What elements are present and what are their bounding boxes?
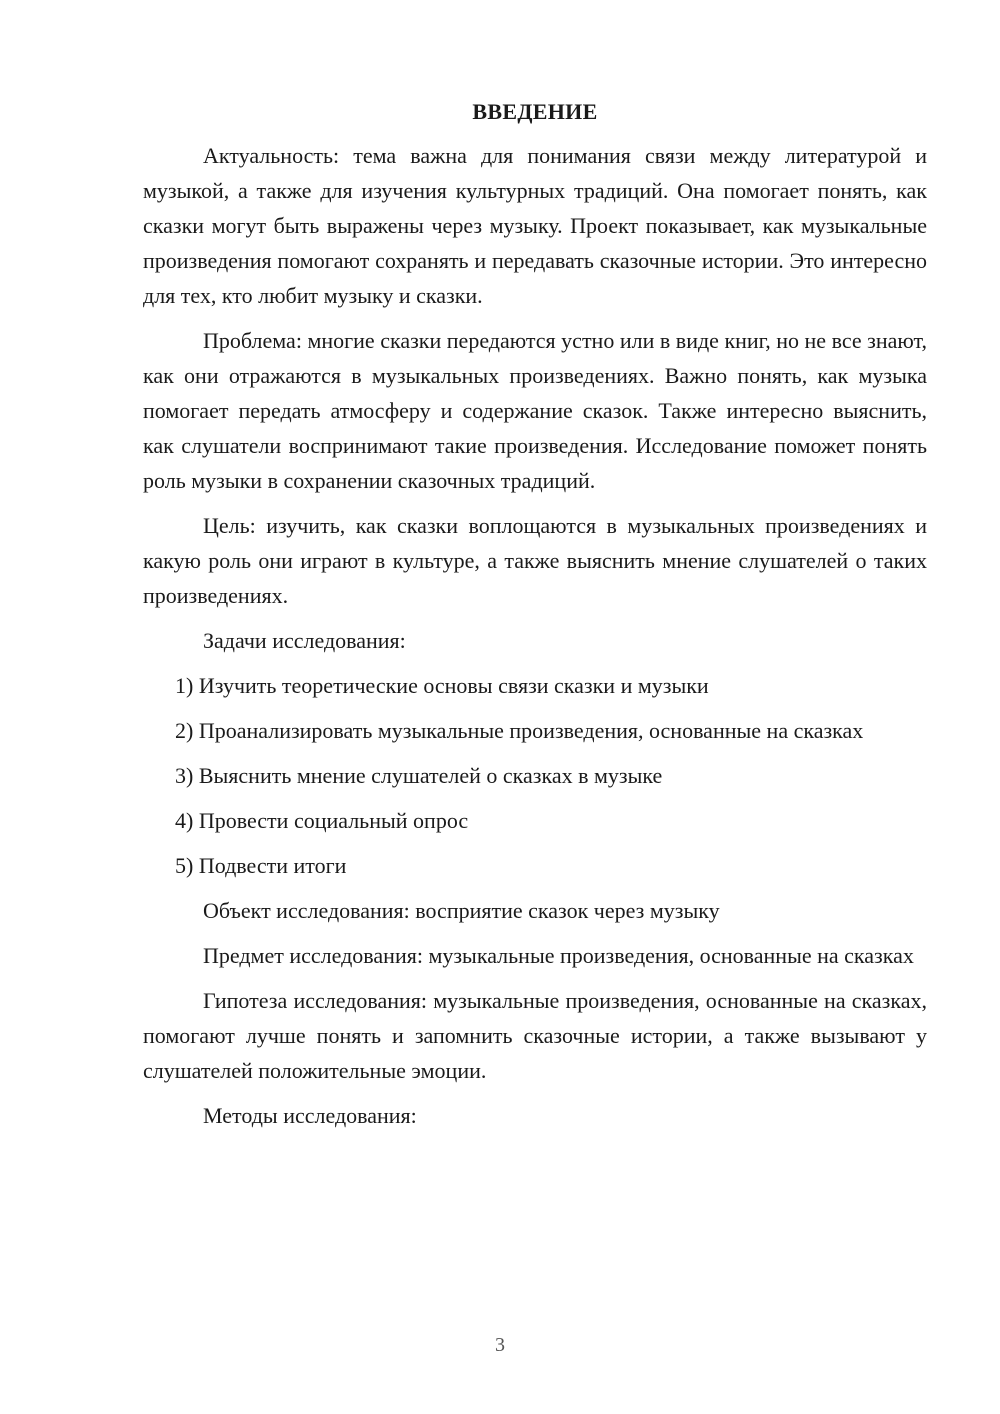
paragraph-subject: Предмет исследования: музыкальные произведения, основанные на сказках <box>203 943 914 968</box>
task-item-3: 3) Выяснить мнение слушателей о сказках в музыке <box>175 763 663 788</box>
paragraph-hypothesis: Гипотеза исследования: музыкальные произведения, основанные на сказках, помогают лучше понять и запомнить сказочные истории, а также вызывают у слушателей положительные эмоции. <box>143 988 927 1083</box>
methods-title: Методы исследования: <box>203 1103 417 1128</box>
paragraph-goal: Цель: изучить, как сказки воплощаются в музыкальных произведениях и какую роль они играют в культуре, а также выяснить мнение слушателей о таких произведениях. <box>143 513 927 608</box>
task-item-1: 1) Изучить теоретические основы связи сказки и музыки <box>175 673 709 698</box>
page-number: 3 <box>495 1334 505 1356</box>
task-item-2: 2) Проанализировать музыкальные произведения, основанные на сказках <box>175 718 864 743</box>
page-content <box>143 94 927 1143</box>
task-item-5: 5) Подвести итоги <box>175 853 347 878</box>
task-item-4: 4) Провести социальный опрос <box>175 808 469 833</box>
tasks-title: Задачи исследования: <box>203 628 406 653</box>
paragraph-relevance: Актуальность: тема важна для понимания связи между литературой и музыкой, а также для изучения культурных традиций. Она помогает понять, как сказки могут быть выражены через музыку. Проект показывает, как музыкальные произведения помогают сохранять и передавать сказочные истории. Это интересно для тех, кто любит музыку и сказки. <box>143 143 927 308</box>
section-heading: ВВЕДЕНИЕ <box>472 99 598 124</box>
paragraph-problem: Проблема: многие сказки передаются устно или в виде книг, но не все знают, как они отражаются в музыкальных произведениях. Важно понять, как музыка помогает передать атмосферу и содержание сказок. Также интересно выяснить, как слушатели воспринимают такие произведения. Исследование поможет понять роль музыки в сохранении сказочных традиций. <box>143 328 927 493</box>
paragraph-object: Объект исследования: восприятие сказок через музыку <box>203 898 720 923</box>
